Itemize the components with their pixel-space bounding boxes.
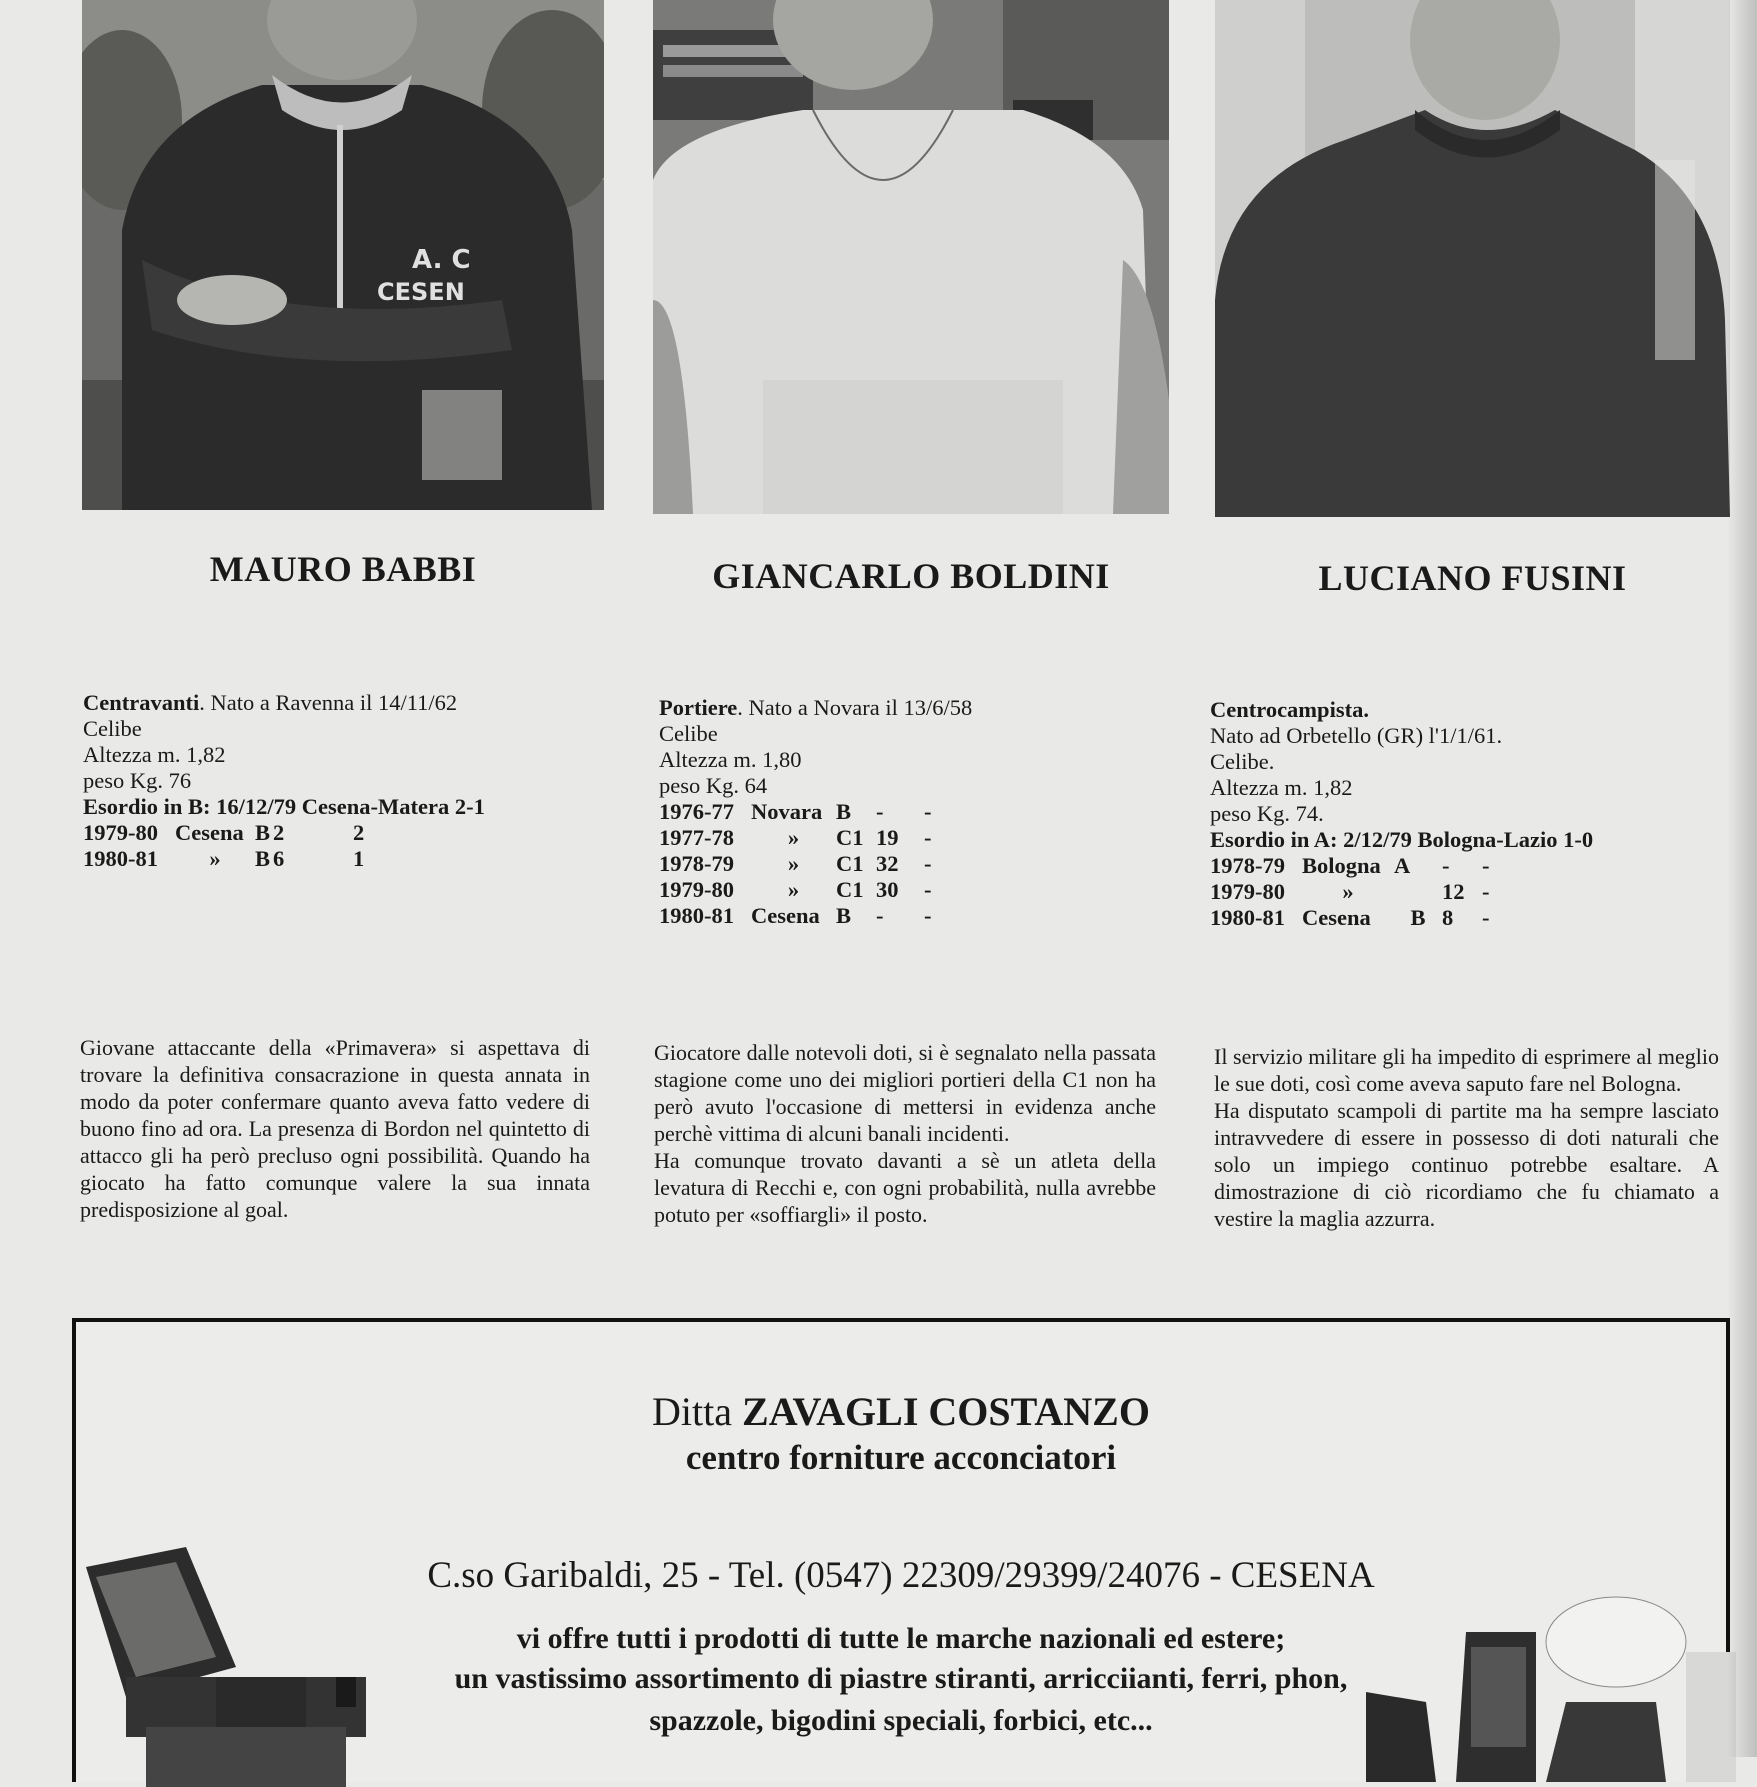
bio-paragraph: Ha comunque trovato davanti a sè un atleta della levatura di Recchi e, con ogni probabilità, nulla avrebbe potuto per «soffiargli» il posto. <box>654 1148 1156 1227</box>
ad-offer-line: spazzole, bigodini speciali, forbici, etc... <box>649 1704 1153 1737</box>
career-row: 1980-81 Cesena B - - <box>659 903 932 928</box>
svg-text:CESEN: CESEN <box>377 278 465 306</box>
page-edge-shadow <box>1727 0 1757 1757</box>
player-name-fusini: LUCIANO FUSINI <box>1318 558 1627 598</box>
ad-address: C.so Garibaldi, 25 - Tel. (0547) 22309/29399/24076 - CESENA <box>427 1555 1375 1596</box>
stat-role-birth: Centravanti. Nato a Ravenna il 14/11/62 <box>83 690 458 715</box>
bio-paragraph: Giocatore dalle notevoli doti, si è segnalato nella passata stagione come uno dei migliori portieri della C1 non ha però avuto l'occasione di mettersi in evidenza anche perchè vittima di alcuni banali incidenti. <box>654 1040 1156 1146</box>
player-photo-boldini <box>653 0 1169 514</box>
player-photo-babbi <box>82 0 604 510</box>
bio-paragraph: Ha disputato scampoli di partite ma ha sempre lasciato intravvedere di essere in possesso di doti naturali che solo un impiego continuo potrebbe esaltare. A dimostrazione di ciò ricordiamo che fu chiamato a vestire la maglia azzurra. <box>1214 1098 1719 1231</box>
stat-height: Altezza m. 1,82 <box>83 742 226 767</box>
player-name-babbi: MAURO BABBI <box>209 549 477 589</box>
ad-offer-line: un vastissimo assortimento di piastre stiranti, arricciianti, ferri, phon, <box>454 1662 1348 1695</box>
stat-marital: Celibe <box>659 721 718 746</box>
bio-paragraph: Giovane attaccante della «Primavera» si aspettava di trovare la definitiva consacrazione in questa annata in modo da poter confermare quanto aveva fatto vedere di buono fino ad ora. La presenza di Bordon nel quintetto di attacco gli ha però precluso ogni possibilità. Quando ha giocato ha fatto comunque valere la sua innata predisposizione al goal. <box>80 1035 590 1222</box>
photo-babbi-image <box>82 0 604 510</box>
stat-weight: peso Kg. 76 <box>83 768 192 793</box>
ad-company-line: Ditta ZAVAGLI COSTANZO <box>652 1389 1150 1434</box>
photo-fusini-image <box>1215 0 1730 517</box>
player-bio-boldini <box>654 1039 1156 1228</box>
stat-birth: Nato ad Orbetello (GR) l'1/1/61. <box>1210 723 1503 748</box>
career-row: 1979-80 » 12 - <box>1210 879 1490 904</box>
career-row: 1980-81 » B 6 1 <box>83 846 365 871</box>
stat-debut: Esordio in B: 16/12/79 Cesena-Matera 2-1 <box>83 794 485 819</box>
career-row: 1979-80 Cesena B 2 2 <box>83 820 365 845</box>
player-stats-boldini <box>659 695 972 929</box>
stat-role: Centrocampista. <box>1210 697 1369 722</box>
stat-debut: Esordio in A: 2/12/79 Bologna-Lazio 1-0 <box>1210 827 1594 852</box>
ad-company-name: ZAVAGLI COSTANZO <box>742 1389 1150 1434</box>
career-row: 1976-77 Novara B - - <box>659 799 932 824</box>
career-row: 1978-79 » C1 32 - <box>659 851 932 876</box>
player-photo-fusini <box>1215 0 1730 517</box>
stat-height: Altezza m. 1,80 <box>659 747 802 772</box>
photo-babbi-lettering: A. C <box>412 245 471 275</box>
stat-weight: peso Kg. 64 <box>659 773 768 798</box>
player-bio-babbi <box>80 1034 590 1223</box>
bio-paragraph: Il servizio militare gli ha impedito di esprimere al meglio le sue doti, così come aveva saputo fare nel Bologna. <box>1214 1044 1719 1096</box>
stat-weight: peso Kg. 74. <box>1210 801 1324 826</box>
player-bio-fusini <box>1214 1043 1719 1232</box>
photo-boldini-image <box>653 0 1169 514</box>
ad-offer-line: vi offre tutti i prodotti di tutte le marche nazionali ed estere; <box>516 1622 1286 1655</box>
ad-subtitle: centro forniture acconciatori <box>685 1438 1117 1477</box>
advertisement-box <box>72 1318 1730 1782</box>
career-row: 1977-78 » C1 19 - <box>659 825 932 850</box>
career-row: 1980-81 Cesena B 8 - <box>1210 905 1490 930</box>
stat-height: Altezza m. 1,82 <box>1210 775 1353 800</box>
stat-marital: Celibe. <box>1210 749 1275 774</box>
career-row: 1979-80 » C1 30 - <box>659 877 932 902</box>
player-stats-fusini <box>1210 697 1593 931</box>
stat-role-birth: Portiere. Nato a Novara il 13/6/58 <box>659 695 973 720</box>
stat-marital: Celibe <box>83 716 142 741</box>
player-name-boldini: GIANCARLO BOLDINI <box>712 556 1110 596</box>
career-row: 1978-79 Bologna A - - <box>1210 853 1490 878</box>
player-stats-babbi <box>83 690 485 872</box>
